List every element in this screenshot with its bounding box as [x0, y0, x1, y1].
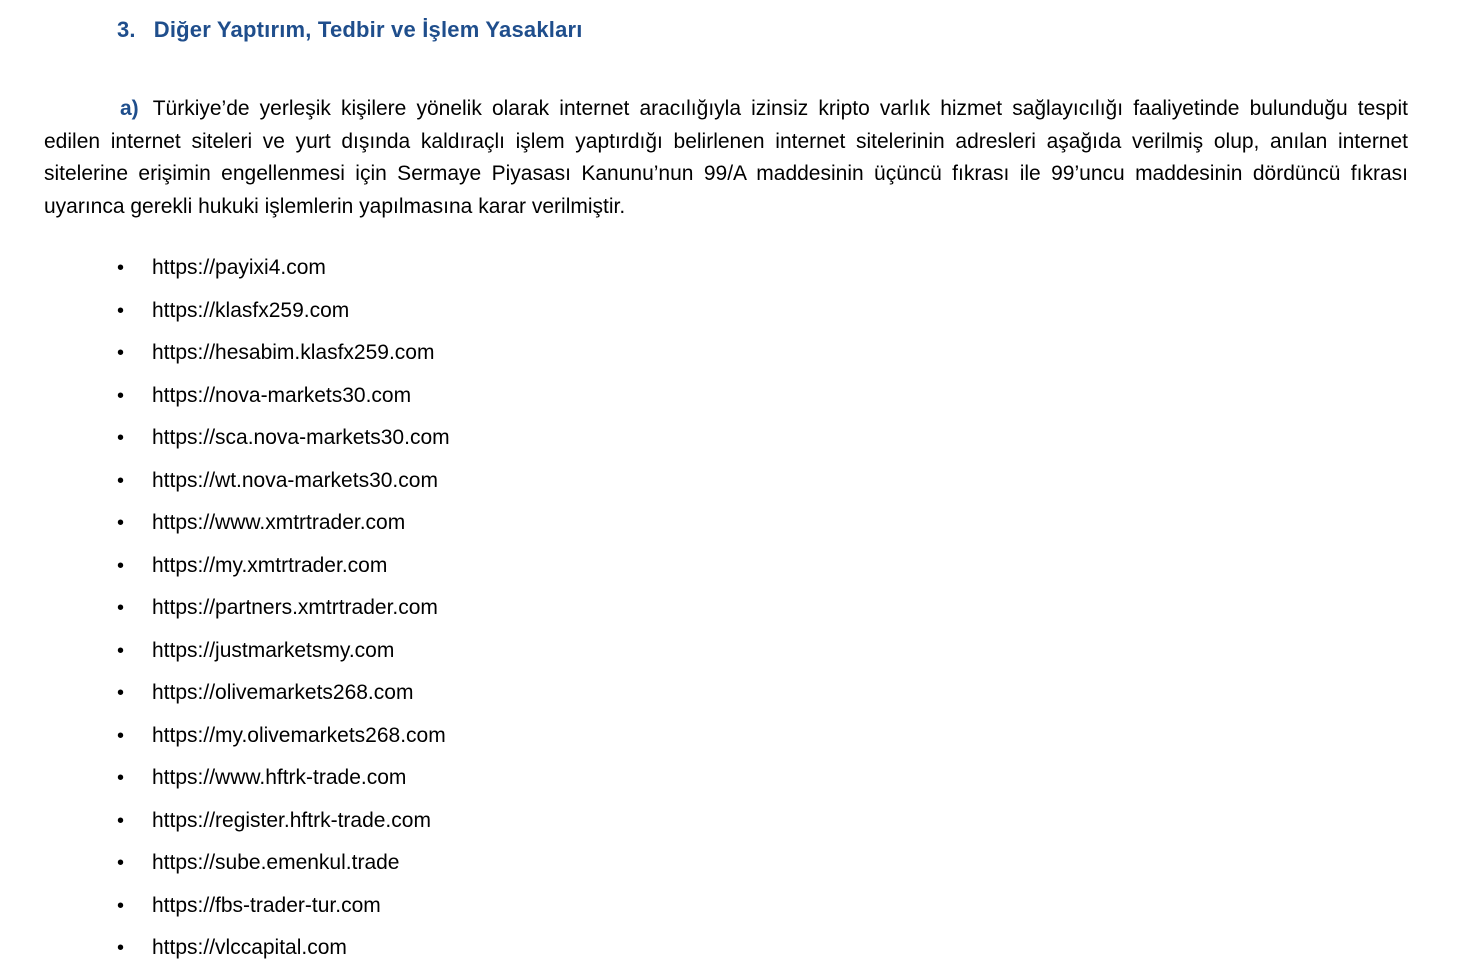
- blocked-url: https://wt.nova-markets30.com: [152, 468, 438, 492]
- blocked-url: https://hesabim.klasfx259.com: [152, 341, 435, 365]
- blocked-url: https://olivemarkets268.com: [152, 681, 414, 705]
- bullet-icon: •: [117, 342, 125, 365]
- list-item: [117, 808, 1408, 834]
- bullet-icon: •: [117, 427, 125, 450]
- section-title: Diğer Yaptırım, Tedbir ve İşlem Yasakları: [153, 17, 583, 42]
- blocked-url: https://partners.xmtrtrader.com: [152, 596, 438, 620]
- bullet-icon: •: [117, 597, 125, 620]
- blocked-url: https://www.hftrk-trade.com: [152, 766, 407, 790]
- bullet-icon: •: [117, 852, 125, 875]
- blocked-url: https://vlccapital.com: [152, 936, 347, 960]
- bullet-icon: •: [117, 469, 125, 492]
- list-item: [117, 340, 1408, 366]
- bullet-icon: •: [117, 937, 125, 960]
- list-item: [117, 255, 1408, 281]
- bullet-icon: •: [117, 512, 125, 535]
- paragraph-marker: a): [120, 97, 139, 120]
- blocked-url: https://klasfx259.com: [152, 298, 350, 322]
- bullet-icon: •: [117, 554, 125, 577]
- list-item: [117, 935, 1408, 961]
- section-heading: [117, 16, 1408, 44]
- list-item: [117, 468, 1408, 494]
- blocked-url: https://fbs-trader-tur.com: [152, 893, 381, 917]
- blocked-url: https://register.hftrk-trade.com: [152, 808, 431, 832]
- bullet-icon: •: [117, 257, 125, 280]
- blocked-url: https://nova-markets30.com: [152, 383, 412, 407]
- list-item: [117, 638, 1408, 664]
- blocked-url: https://my.olivemarkets268.com: [152, 723, 446, 747]
- bullet-icon: •: [117, 809, 125, 832]
- bullet-icon: •: [117, 767, 125, 790]
- bullet-icon: •: [117, 724, 125, 747]
- bullet-icon: •: [117, 682, 125, 705]
- section-number: 3.: [117, 17, 136, 42]
- list-item: [117, 893, 1408, 919]
- paragraph-text: Türkiye’de yerleşik kişilere yönelik olarak internet aracılığıyla izinsiz kripto varlık hizmet sağlayıcılığı faaliyetinde bulunduğu tespit edilen internet siteleri ve yurt dışında kaldıraçlı işlem yaptırdığı belirlenen internet sitelerinin adresleri aşağıda verilmiş olup, anılan internet sitelerine erişimin engellenmesi için Sermaye Piyasası Kanunu’nun 99/A maddesinin üçüncü fıkrası ile 99’uncu maddesinin dördüncü fıkrası uyarınca gerekli hukuki işlemlerin yapılmasına karar verilmiştir.: [44, 97, 1408, 218]
- bullet-icon: •: [117, 384, 125, 407]
- list-item: [117, 680, 1408, 706]
- blocked-url: https://sca.nova-markets30.com: [152, 426, 450, 450]
- list-item: [117, 765, 1408, 791]
- list-item: [117, 425, 1408, 451]
- list-item: [117, 723, 1408, 749]
- list-item: [117, 383, 1408, 409]
- bullet-icon: •: [117, 639, 125, 662]
- bullet-icon: •: [117, 894, 125, 917]
- list-item: [117, 553, 1408, 579]
- blocked-url: https://my.xmtrtrader.com: [152, 553, 388, 577]
- blocked-url: https://payixi4.com: [152, 256, 326, 280]
- intro-paragraph: [44, 93, 1408, 223]
- list-item: [117, 298, 1408, 324]
- list-item: [117, 595, 1408, 621]
- blocked-url: https://sube.emenkul.trade: [152, 851, 400, 875]
- blocked-url: https://www.xmtrtrader.com: [152, 511, 406, 535]
- list-item: [117, 850, 1408, 876]
- list-item: [117, 510, 1408, 536]
- bullet-icon: •: [117, 299, 125, 322]
- blocked-url-list: [44, 255, 1408, 961]
- blocked-url: https://justmarketsmy.com: [152, 638, 395, 662]
